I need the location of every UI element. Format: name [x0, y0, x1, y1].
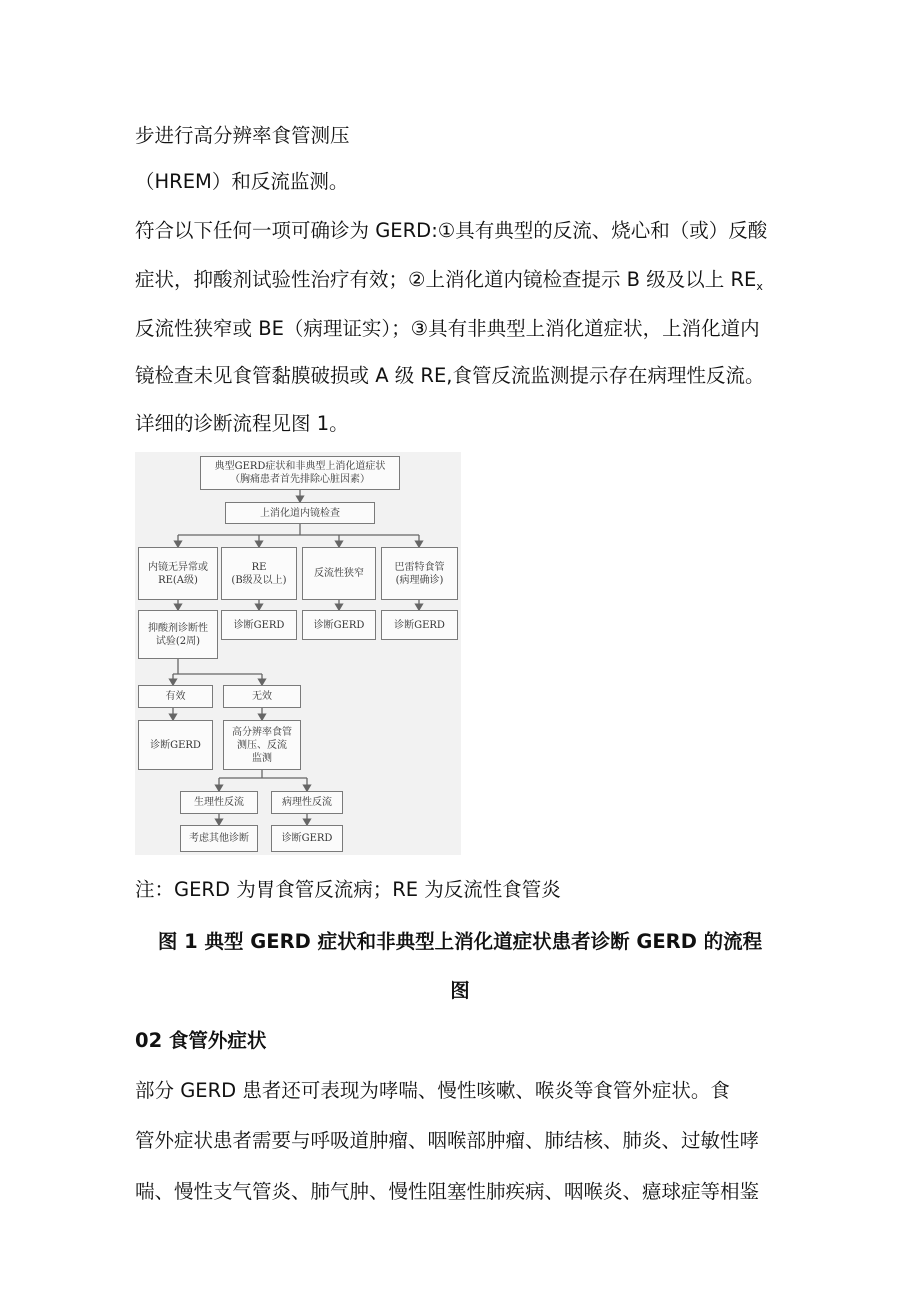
flow-ppi-test: 抑酸剂诊断性 试验(2周)	[138, 610, 218, 659]
flow-diag-gerd-barrett: 诊断GERD	[381, 610, 458, 640]
paragraph-line: （HREM）和反流监测。	[135, 170, 349, 193]
paragraph-line	[135, 266, 763, 301]
flow-consider-other-dx: 考虑其他诊断	[180, 825, 258, 852]
paragraph-line: 喘、慢性支气管炎、肺气肿、慢性阻塞性肺疾病、咽喉炎、癔球症等相鉴	[135, 1180, 760, 1203]
paragraph-line: 镜检查未见食管黏膜破损或 A 级 RE,食管反流监测提示存在病理性反流。	[135, 364, 765, 387]
flow-start-symptoms: 典型GERD症状和非典型上消化道症状 （胸痛患者首先排除心脏因素）	[200, 456, 400, 490]
flow-hrem-monitoring: 高分辨率食管 测压、反流 监测	[223, 720, 301, 770]
flow-pathologic-reflux: 病理性反流	[271, 791, 343, 814]
figure-caption-continued: 图	[450, 979, 470, 1002]
paragraph-line: 管外症状患者需要与呼吸道肿瘤、咽喉部肿瘤、肺结核、肺炎、过敏性哮	[135, 1129, 760, 1152]
flow-endoscopy: 上消化道内镜检查	[225, 502, 375, 524]
flow-diag-gerd-effective: 诊断GERD	[138, 720, 213, 770]
paragraph-line: 步进行高分辨率食管测压	[135, 124, 350, 147]
flow-effective: 有效	[138, 685, 213, 708]
flow-normal-or-re-a: 内镜无异常或 RE(A级)	[138, 547, 218, 600]
paragraph-line: 符合以下任何一项可确诊为 GERD:①具有典型的反流、烧心和（或）反酸	[135, 219, 768, 242]
subscript: x	[756, 280, 763, 293]
diagnosis-flowchart	[135, 452, 461, 855]
flow-barrett-esophagus: 巴雷特食管 (病理确诊)	[381, 547, 458, 600]
section-title: 02 食管外症状	[135, 1029, 267, 1052]
flow-physiologic-reflux: 生理性反流	[180, 791, 258, 814]
flow-diag-gerd-pathologic: 诊断GERD	[271, 825, 343, 852]
figure-note: 注：GERD 为胃食管反流病；RE 为反流性食管炎	[135, 878, 561, 901]
flow-reflux-stricture: 反流性狭窄	[302, 547, 376, 600]
paragraph-line: 反流性狭窄或 BE（病理证实）；③具有非典型上消化道症状，上消化道内	[135, 317, 760, 340]
paragraph-text: 症状，抑酸剂试验性治疗有效；②上消化道内镜检查提示 B 级及以上 RE	[135, 268, 757, 291]
paragraph-line: 详细的诊断流程见图 1。	[135, 412, 349, 435]
flow-diag-gerd-stricture: 诊断GERD	[302, 610, 376, 640]
flow-ineffective: 无效	[223, 685, 301, 708]
paragraph-line: 部分 GERD 患者还可表现为哮喘、慢性咳嗽、喉炎等食管外症状。食	[135, 1079, 730, 1102]
flow-re-b-above: RE (B级及以上)	[221, 547, 297, 600]
flow-diag-gerd-re: 诊断GERD	[221, 610, 297, 640]
figure-caption: 图 1 典型 GERD 症状和非典型上消化道症状患者诊断 GERD 的流程	[157, 930, 763, 953]
